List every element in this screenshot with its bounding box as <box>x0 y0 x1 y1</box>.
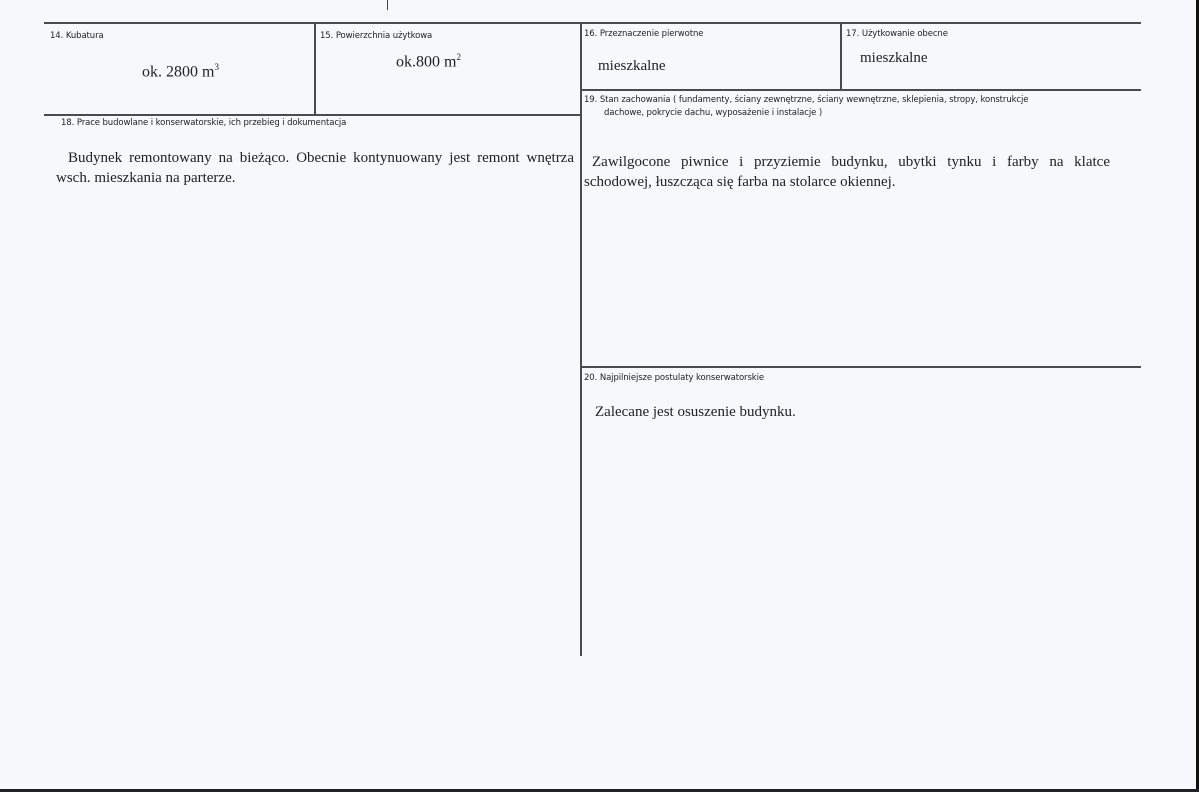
field-20-text: Zalecane jest osuszenie budynku. <box>595 404 796 420</box>
field-16-value: mieszkalne <box>598 58 666 74</box>
field-14-value: ok. 2800 $m^3$ <box>142 62 219 81</box>
field-15-label: 15. Powierzchnia użytkowa <box>320 31 433 41</box>
top-rule <box>44 22 1141 24</box>
divider-14-15 <box>314 22 316 114</box>
divider-16-17 <box>840 22 842 90</box>
rule-16-19 <box>580 89 1141 91</box>
field-19-label-line1: 19. Stan zachowania ( fundamenty, ściany zewnętrzne, ściany wewnętrzne, sklepienia, stropy, konstrukcje <box>584 95 1029 105</box>
field-17-value: mieszkalne <box>860 50 928 66</box>
field-17-label: 17. Użytkowanie obecne <box>846 29 948 39</box>
field-20-label: 20. Najpilniejsze postulaty konserwatorskie <box>584 373 764 383</box>
top-tick-mark <box>387 0 388 10</box>
field-18-label: 18. Prace budowlane i konserwatorskie, ich przebieg i dokumentacja <box>61 118 347 128</box>
field-19-text: Zawilgocone piwnice i przyziemie budynku, ubytki tynku i farby na klatce schodowej, łuszcząca się farba na stolarce okiennej. <box>584 154 1110 190</box>
divider-left-right <box>580 22 582 656</box>
field-14-label: 14. Kubatura <box>50 31 104 41</box>
field-19-label-line2: dachowe, pokrycie dachu, wyposażenie i instalacje ) <box>604 108 823 118</box>
field-18-text: Budynek remontowany na bieżąco. Obecnie kontynuowany jest remont wnętrza wsch. mieszkania na parterze. <box>56 150 574 186</box>
rule-19-20 <box>580 366 1141 368</box>
field-16-label: 16. Przeznaczenie pierwotne <box>584 29 704 39</box>
field-15-value: ok.800 $m^2$ <box>396 52 461 71</box>
rule-14-18 <box>44 114 581 116</box>
